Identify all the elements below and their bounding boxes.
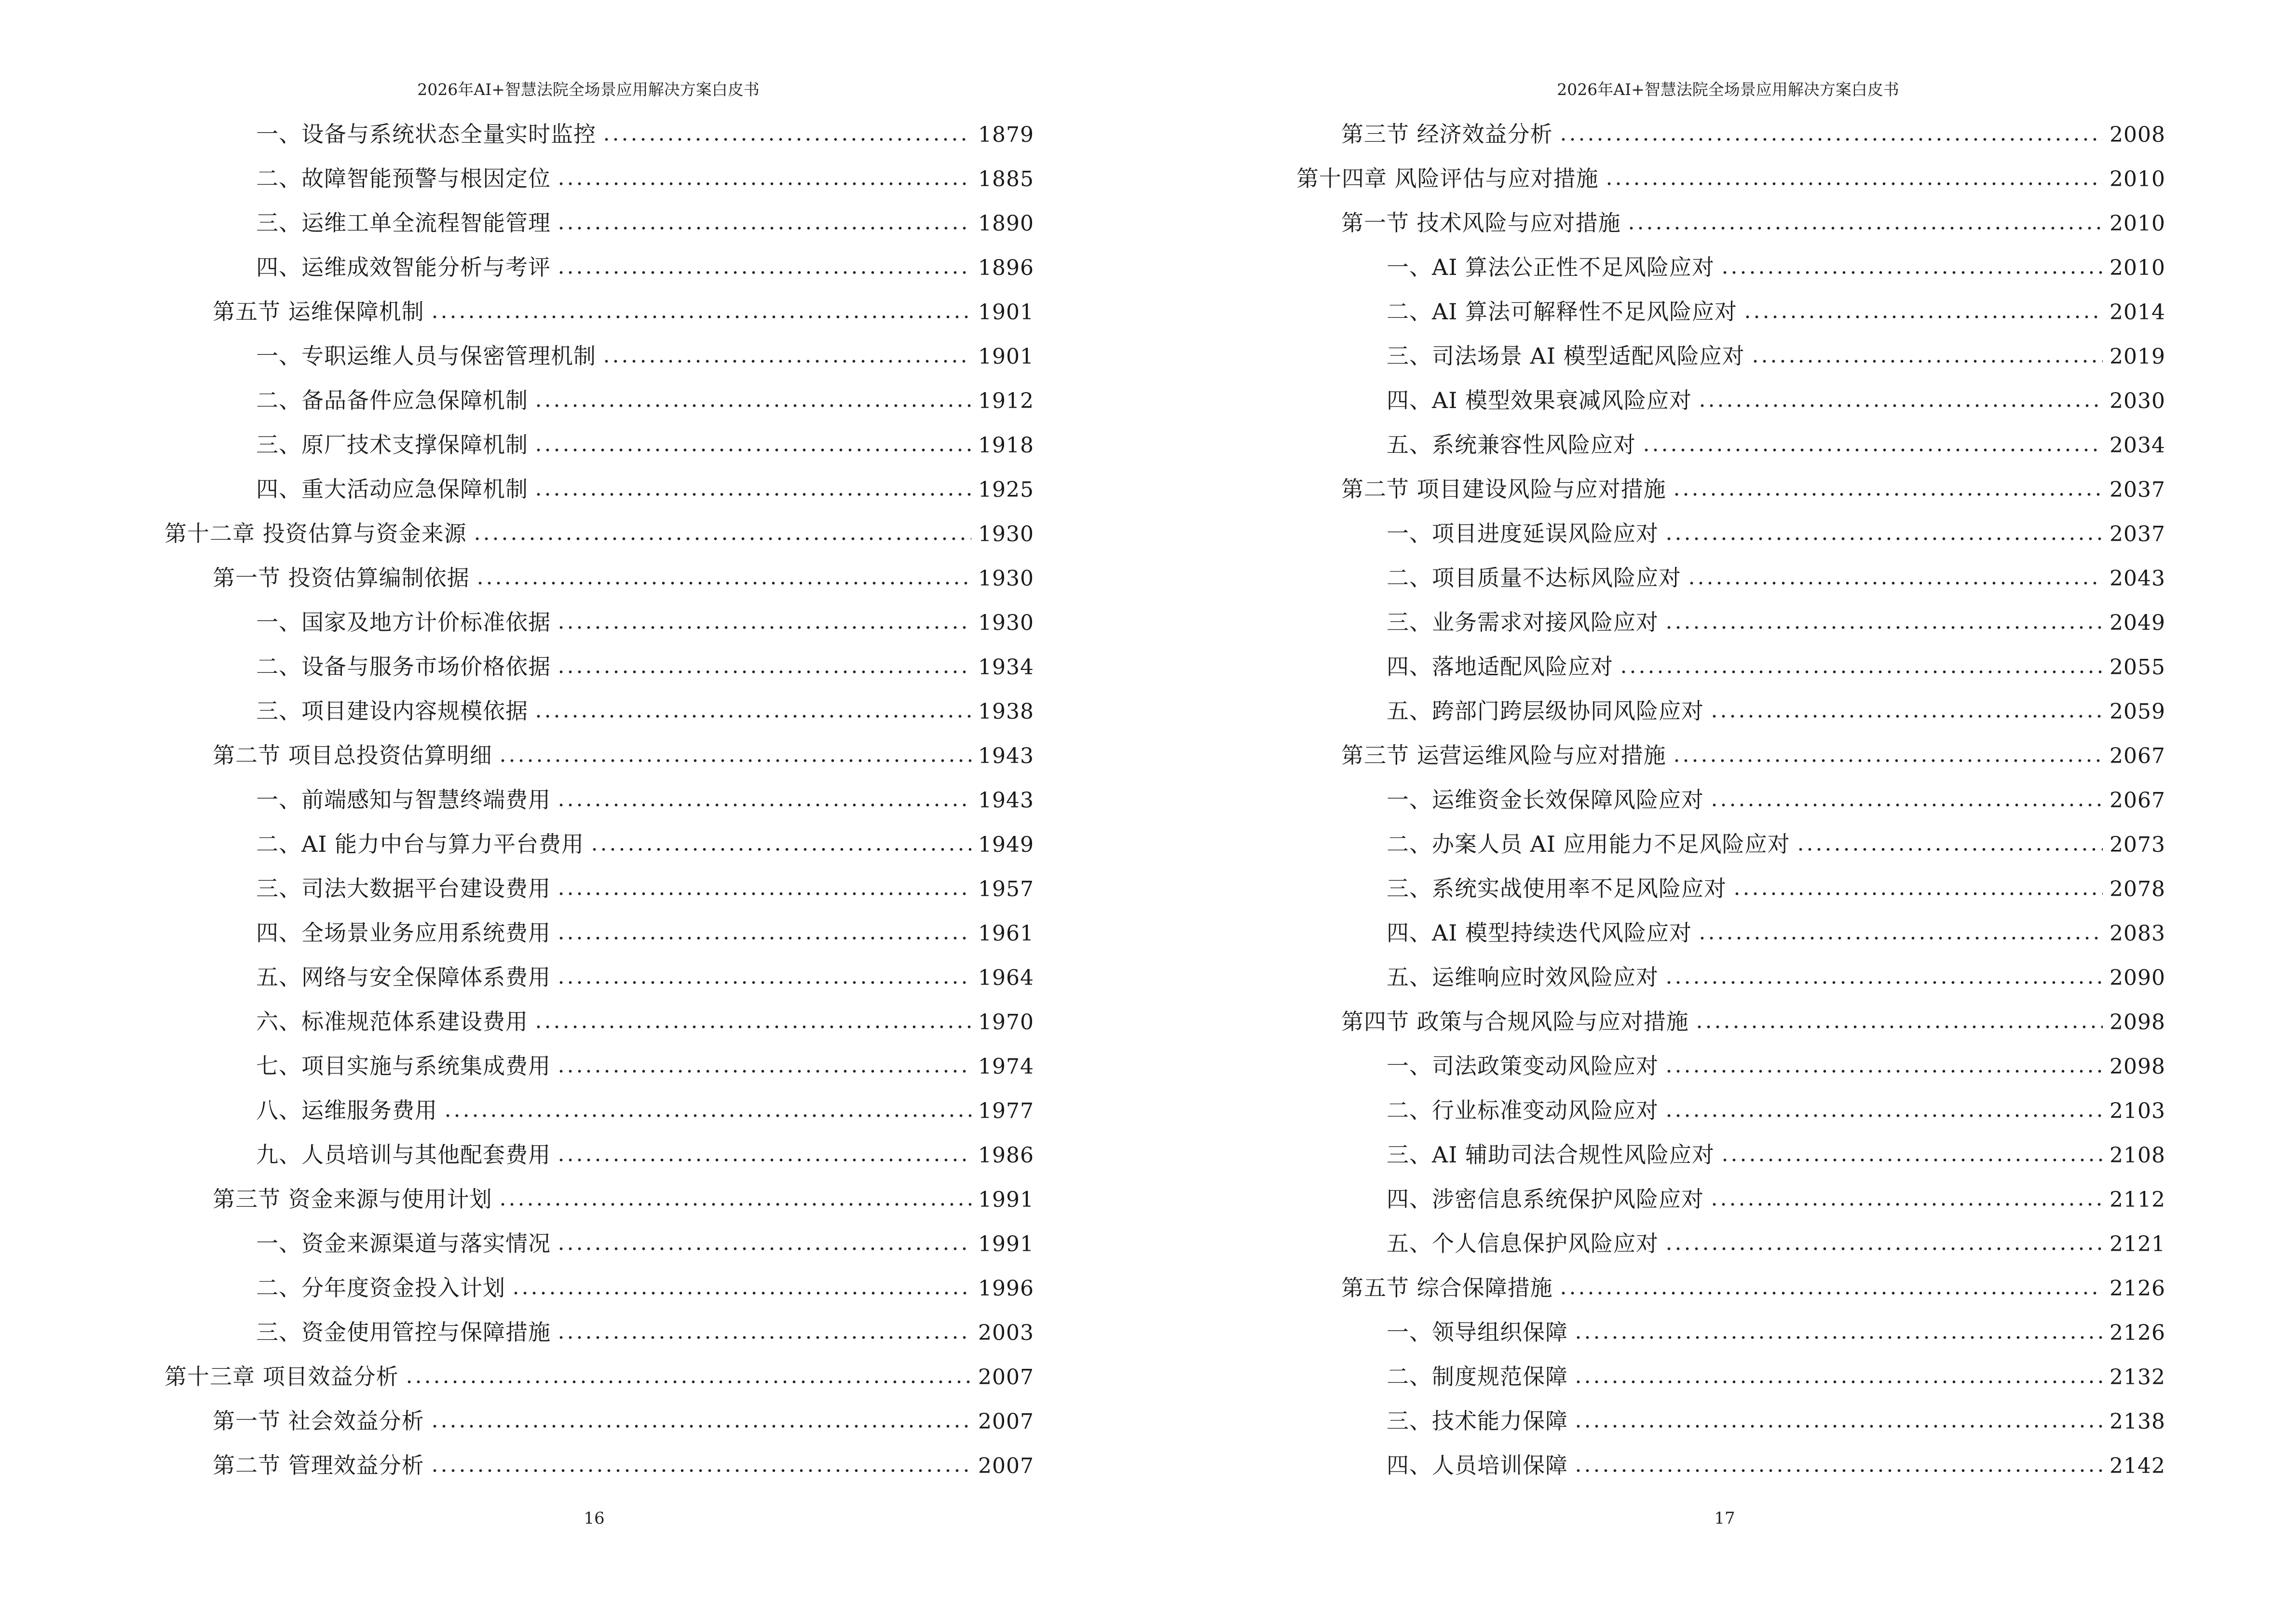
toc-entry-title: 七、项目实施与系统集成费用 [256, 1053, 551, 1079]
running-header: 2026年AI+智慧法院全场景应用解决方案白皮书 [417, 80, 760, 99]
dot-leader [534, 715, 971, 718]
dot-leader [1664, 1070, 2103, 1073]
toc-entry-title: 一、领导组织保障 [1387, 1319, 1568, 1345]
dot-leader [1710, 1203, 2103, 1206]
toc-entry-page-number: 1930 [978, 522, 1034, 546]
dot-leader [1664, 1247, 2103, 1250]
toc-entry-page-number: 2112 [2110, 1187, 2165, 1212]
toc-entry-page-number: 1964 [978, 966, 1034, 990]
toc-entry-page-number: 1912 [978, 389, 1034, 413]
page-number: 16 [584, 1509, 605, 1528]
toc-entry-title: 第一节 投资估算编制依据 [213, 565, 470, 591]
dot-leader [557, 626, 971, 629]
toc-section-entry[interactable] [0, 1185, 1034, 1229]
dot-leader [1619, 670, 2103, 673]
toc-entry-title: 第二节 项目总投资估算明细 [213, 742, 492, 768]
toc-subsection-entry[interactable] [1144, 652, 2165, 696]
dot-leader [557, 1247, 971, 1250]
toc-entry-title: 四、落地适配风险应对 [1387, 654, 1613, 680]
toc-subsection-entry[interactable] [1144, 1318, 2165, 1362]
toc-subsection-entry[interactable] [0, 430, 1034, 475]
toc-subsection-entry[interactable] [1144, 608, 2165, 652]
dot-leader [1559, 138, 2103, 141]
toc-section-entry[interactable] [1144, 475, 2165, 519]
toc-entry-page-number: 2010 [2110, 256, 2165, 280]
toc-entry-title: 三、资金使用管控与保障措施 [256, 1319, 551, 1345]
dot-leader [557, 804, 971, 806]
toc-entry-page-number: 1991 [978, 1187, 1034, 1212]
dot-leader [498, 759, 971, 762]
toc-entry-title: 一、资金来源渠道与落实情况 [256, 1230, 551, 1256]
toc-entry-title: 一、司法政策变动风险应对 [1387, 1053, 1659, 1079]
dot-leader [557, 981, 971, 984]
dot-leader [557, 1070, 971, 1073]
toc-chapter-entry[interactable] [0, 1362, 1034, 1406]
dot-leader [1605, 182, 2103, 185]
toc-entry-title: 六、标准规范体系建设费用 [256, 1009, 528, 1035]
toc-entry-page-number: 2067 [2110, 788, 2165, 813]
toc-entry-title: 五、网络与安全保障体系费用 [256, 964, 551, 990]
dot-leader [430, 315, 971, 318]
toc-subsection-entry[interactable] [1144, 563, 2165, 608]
toc-entry-page-number: 1890 [978, 211, 1034, 236]
dot-leader [1672, 493, 2103, 496]
toc-entry-page-number: 2055 [2110, 655, 2165, 680]
toc-subsection-entry[interactable] [0, 1096, 1034, 1140]
right-page [1144, 0, 2287, 1624]
dot-leader [534, 449, 971, 451]
dot-leader [1627, 227, 2103, 230]
toc-entry-page-number: 2103 [2110, 1099, 2165, 1123]
toc-section-entry[interactable] [0, 297, 1034, 341]
toc-entry-page-number: 2126 [2110, 1276, 2165, 1301]
toc-entry-title: 二、项目质量不达标风险应对 [1387, 565, 1681, 591]
toc-entry-page-number: 2034 [2110, 433, 2165, 458]
toc-entry-page-number: 2121 [2110, 1232, 2165, 1256]
dot-leader [1574, 1425, 2103, 1428]
dot-leader [557, 892, 971, 895]
toc-subsection-entry[interactable] [1144, 386, 2165, 430]
toc-entry-title: 二、故障智能预警与根因定位 [256, 165, 551, 191]
toc-chapter-entry[interactable] [1144, 164, 2165, 208]
toc-entry-title: 二、分年度资金投入计划 [256, 1275, 505, 1301]
toc-entry-title: 二、AI 算法可解释性不足风险应对 [1387, 299, 1738, 325]
toc-section-entry[interactable] [0, 1406, 1034, 1451]
toc-entry-page-number: 1943 [978, 744, 1034, 768]
toc-entry-title: 三、项目建设内容规模依据 [256, 698, 528, 724]
toc-entry-title: 四、AI 模型持续迭代风险应对 [1387, 920, 1692, 946]
toc-entry-page-number: 2007 [978, 1409, 1034, 1434]
toc-entry-title: 二、备品备件应急保障机制 [256, 387, 528, 413]
toc-subsection-entry[interactable] [0, 386, 1034, 430]
toc-entry-page-number: 1961 [978, 921, 1034, 946]
toc-subsection-entry[interactable] [1144, 519, 2165, 563]
toc-subsection-entry[interactable] [0, 253, 1034, 297]
dot-leader [1710, 715, 2103, 718]
toc-entry-title: 二、行业标准变动风险应对 [1387, 1097, 1659, 1123]
toc-entry-title: 二、制度规范保障 [1387, 1364, 1568, 1390]
toc-entry-title: 第十二章 投资估算与资金来源 [164, 520, 467, 546]
dot-leader [602, 360, 971, 363]
dot-leader [1687, 582, 2103, 585]
toc-entry-title: 二、办案人员 AI 应用能力不足风险应对 [1387, 831, 1790, 857]
toc-subsection-entry[interactable] [1144, 963, 2165, 1007]
dot-leader [1710, 804, 2103, 806]
dot-leader [1732, 892, 2103, 895]
toc-section-entry[interactable] [0, 741, 1034, 785]
dot-leader [430, 1425, 971, 1428]
toc-entry-title: 第二节 管理效益分析 [213, 1452, 424, 1478]
toc-entry-page-number: 2007 [978, 1365, 1034, 1390]
toc-section-entry[interactable] [0, 1451, 1034, 1495]
toc-entry-page-number: 1974 [978, 1054, 1034, 1079]
toc-subsection-entry[interactable] [0, 918, 1034, 963]
toc-subsection-entry[interactable] [1144, 1140, 2165, 1185]
toc-entry-page-number: 2142 [2110, 1454, 2165, 1478]
toc-entry-page-number: 2010 [2110, 211, 2165, 236]
toc-subsection-entry[interactable] [1144, 341, 2165, 386]
toc-entry-page-number: 2098 [2110, 1010, 2165, 1035]
toc-entry-title: 第一节 社会效益分析 [213, 1408, 424, 1434]
toc-entry-page-number: 2108 [2110, 1143, 2165, 1168]
dot-leader [1743, 315, 2103, 318]
toc-subsection-entry[interactable] [0, 874, 1034, 918]
toc-subsection-entry[interactable] [0, 608, 1034, 652]
toc-entry-title: 第五节 综合保障措施 [1341, 1275, 1553, 1301]
table-of-contents [0, 120, 1034, 1495]
toc-entry-title: 第十四章 风险评估与应对措施 [1296, 165, 1599, 191]
toc-section-entry[interactable] [1144, 208, 2165, 253]
toc-entry-page-number: 1901 [978, 344, 1034, 369]
dot-leader [473, 537, 971, 540]
toc-entry-page-number: 1977 [978, 1099, 1034, 1123]
toc-entry-page-number: 1930 [978, 611, 1034, 635]
dot-leader [557, 182, 971, 185]
toc-subsection-entry[interactable] [0, 164, 1034, 208]
toc-entry-page-number: 2008 [2110, 123, 2165, 147]
toc-subsection-entry[interactable] [1144, 696, 2165, 741]
dot-leader [443, 1114, 971, 1117]
dot-leader [1574, 1336, 2103, 1339]
toc-subsection-entry[interactable] [0, 1273, 1034, 1318]
toc-entry-page-number: 1996 [978, 1276, 1034, 1301]
toc-entry-page-number: 1896 [978, 256, 1034, 280]
toc-entry-title: 五、系统兼容性风险应对 [1387, 432, 1636, 458]
toc-entry-title: 五、运维响应时效风险应对 [1387, 964, 1659, 990]
toc-entry-title: 一、专职运维人员与保密管理机制 [256, 343, 596, 369]
dot-leader [557, 1159, 971, 1161]
toc-entry-page-number: 2019 [2110, 344, 2165, 369]
toc-subsection-entry[interactable] [1144, 1051, 2165, 1096]
toc-entry-title: 九、人员培训与其他配套费用 [256, 1142, 551, 1168]
toc-entry-title: 二、AI 能力中台与算力平台费用 [256, 831, 585, 857]
dot-leader [557, 1336, 971, 1339]
dot-leader [590, 848, 971, 851]
toc-entry-page-number: 2083 [2110, 921, 2165, 946]
toc-subsection-entry[interactable] [1144, 253, 2165, 297]
toc-entry-title: 四、AI 模型效果衰减风险应对 [1387, 387, 1692, 413]
toc-entry-title: 第十三章 项目效益分析 [164, 1364, 399, 1390]
toc-entry-page-number: 2003 [978, 1321, 1034, 1345]
toc-subsection-entry[interactable] [0, 1051, 1034, 1096]
dot-leader [557, 937, 971, 940]
dot-leader [1664, 1114, 2103, 1117]
dot-leader [534, 1025, 971, 1028]
toc-subsection-entry[interactable] [0, 785, 1034, 830]
dot-leader [1664, 626, 2103, 629]
toc-subsection-entry[interactable] [0, 1140, 1034, 1185]
toc-section-entry[interactable] [1144, 1007, 2165, 1051]
toc-entry-page-number: 1901 [978, 300, 1034, 325]
toc-entry-page-number: 1885 [978, 167, 1034, 191]
toc-entry-page-number: 1925 [978, 478, 1034, 502]
toc-entry-page-number: 2090 [2110, 966, 2165, 990]
toc-subsection-entry[interactable] [1144, 430, 2165, 475]
toc-entry-page-number: 2037 [2110, 522, 2165, 546]
dot-leader [1642, 449, 2103, 451]
toc-section-entry[interactable] [1144, 1273, 2165, 1318]
dot-leader [534, 404, 971, 407]
toc-entry-title: 一、设备与系统状态全量实时监控 [256, 121, 596, 147]
dot-leader [1559, 1292, 2103, 1295]
toc-subsection-entry[interactable] [0, 830, 1034, 874]
toc-entry-title: 第三节 运营运维风险与应对措施 [1341, 742, 1666, 768]
toc-entry-page-number: 2059 [2110, 699, 2165, 724]
toc-subsection-entry[interactable] [1144, 874, 2165, 918]
toc-entry-title: 四、全场景业务应用系统费用 [256, 920, 551, 946]
toc-entry-page-number: 1949 [978, 832, 1034, 857]
toc-subsection-entry[interactable] [0, 475, 1034, 519]
toc-subsection-entry[interactable] [0, 1007, 1034, 1051]
toc-entry-page-number: 1934 [978, 655, 1034, 680]
dot-leader [405, 1380, 971, 1383]
toc-subsection-entry[interactable] [0, 1229, 1034, 1273]
toc-section-entry[interactable] [1144, 741, 2165, 785]
toc-entry-page-number: 2073 [2110, 832, 2165, 857]
toc-section-entry[interactable] [1144, 120, 2165, 164]
toc-entry-page-number: 2049 [2110, 611, 2165, 635]
toc-subsection-entry[interactable] [1144, 1229, 2165, 1273]
toc-section-entry[interactable] [0, 563, 1034, 608]
toc-subsection-entry[interactable] [1144, 830, 2165, 874]
toc-entry-title: 三、司法大数据平台建设费用 [256, 875, 551, 901]
toc-entry-page-number: 2010 [2110, 167, 2165, 191]
toc-entry-title: 一、前端感知与智慧终端费用 [256, 787, 551, 813]
toc-entry-title: 八、运维服务费用 [256, 1097, 437, 1123]
toc-entry-page-number: 2067 [2110, 744, 2165, 768]
dot-leader [1664, 981, 2103, 984]
toc-entry-title: 三、AI 辅助司法合规性风险应对 [1387, 1142, 1715, 1168]
toc-entry-page-number: 1930 [978, 566, 1034, 591]
toc-entry-page-number: 1986 [978, 1143, 1034, 1168]
toc-subsection-entry[interactable] [1144, 1362, 2165, 1406]
toc-subsection-entry[interactable] [0, 652, 1034, 696]
toc-entry-page-number: 1938 [978, 699, 1034, 724]
table-of-contents [1144, 120, 2165, 1495]
dot-leader [1796, 848, 2103, 851]
toc-entry-title: 三、业务需求对接风险应对 [1387, 609, 1659, 635]
dot-leader [498, 1203, 971, 1206]
toc-entry-title: 三、司法场景 AI 模型适配风险应对 [1387, 343, 1745, 369]
toc-entry-page-number: 1970 [978, 1010, 1034, 1035]
dot-leader [1751, 360, 2103, 363]
dot-leader [1574, 1380, 2103, 1383]
toc-entry-page-number: 2014 [2110, 300, 2165, 325]
toc-entry-page-number: 2037 [2110, 478, 2165, 502]
toc-entry-title: 四、人员培训保障 [1387, 1452, 1568, 1478]
page-number: 17 [1714, 1509, 1735, 1528]
toc-entry-page-number: 1957 [978, 877, 1034, 901]
toc-subsection-entry[interactable] [1144, 1451, 2165, 1495]
toc-subsection-entry[interactable] [0, 120, 1034, 164]
toc-entry-title: 一、项目进度延误风险应对 [1387, 520, 1659, 546]
dot-leader [1574, 1469, 2103, 1472]
toc-entry-title: 一、AI 算法公正性不足风险应对 [1387, 254, 1715, 280]
dot-leader [557, 227, 971, 230]
running-header: 2026年AI+智慧法院全场景应用解决方案白皮书 [1557, 80, 1899, 99]
toc-entry-page-number: 1879 [978, 123, 1034, 147]
toc-subsection-entry[interactable] [0, 208, 1034, 253]
toc-subsection-entry[interactable] [0, 1318, 1034, 1362]
toc-entry-title: 二、设备与服务市场价格依据 [256, 654, 551, 680]
toc-entry-title: 三、运维工单全流程智能管理 [256, 210, 551, 236]
toc-entry-title: 第五节 运维保障机制 [213, 299, 424, 325]
toc-entry-page-number: 2098 [2110, 1054, 2165, 1079]
toc-entry-page-number: 2126 [2110, 1321, 2165, 1345]
dot-leader [1698, 404, 2103, 407]
toc-entry-page-number: 2030 [2110, 389, 2165, 413]
toc-subsection-entry[interactable] [1144, 785, 2165, 830]
toc-subsection-entry[interactable] [1144, 1096, 2165, 1140]
toc-subsection-entry[interactable] [0, 963, 1034, 1007]
dot-leader [1672, 759, 2103, 762]
toc-subsection-entry[interactable] [1144, 1185, 2165, 1229]
toc-entry-title: 第四节 政策与合规风险与应对措施 [1341, 1009, 1689, 1035]
dot-leader [557, 670, 971, 673]
dot-leader [511, 1292, 971, 1295]
toc-entry-page-number: 1991 [978, 1232, 1034, 1256]
toc-subsection-entry[interactable] [1144, 918, 2165, 963]
toc-subsection-entry[interactable] [0, 696, 1034, 741]
toc-entry-title: 五、跨部门跨层级协同风险应对 [1387, 698, 1704, 724]
toc-subsection-entry[interactable] [1144, 297, 2165, 341]
dot-leader [557, 271, 971, 274]
toc-entry-page-number: 1918 [978, 433, 1034, 458]
toc-entry-title: 四、重大活动应急保障机制 [256, 476, 528, 502]
toc-entry-page-number: 2007 [978, 1454, 1034, 1478]
toc-entry-title: 五、个人信息保护风险应对 [1387, 1230, 1659, 1256]
toc-entry-title: 三、系统实战使用率不足风险应对 [1387, 875, 1727, 901]
toc-entry-title: 第一节 技术风险与应对措施 [1341, 210, 1621, 236]
dot-leader [534, 493, 971, 496]
dot-leader [1698, 937, 2103, 940]
toc-entry-title: 第三节 资金来源与使用计划 [213, 1186, 492, 1212]
toc-chapter-entry[interactable] [0, 519, 1034, 563]
toc-entry-title: 第三节 经济效益分析 [1341, 121, 1553, 147]
dot-leader [602, 138, 971, 141]
toc-entry-title: 四、运维成效智能分析与考评 [256, 254, 551, 280]
toc-entry-page-number: 1943 [978, 788, 1034, 813]
dot-leader [1720, 1159, 2103, 1161]
dot-leader [476, 582, 971, 585]
toc-entry-title: 三、技术能力保障 [1387, 1408, 1568, 1434]
dot-leader [430, 1469, 971, 1472]
toc-entry-page-number: 2132 [2110, 1365, 2165, 1390]
dot-leader [1720, 271, 2103, 274]
toc-entry-title: 一、国家及地方计价标准依据 [256, 609, 551, 635]
toc-entry-page-number: 2043 [2110, 566, 2165, 591]
toc-subsection-entry[interactable] [0, 341, 1034, 386]
dot-leader [1695, 1025, 2103, 1028]
toc-entry-page-number: 2138 [2110, 1409, 2165, 1434]
toc-subsection-entry[interactable] [1144, 1406, 2165, 1451]
dot-leader [1664, 537, 2103, 540]
toc-entry-title: 三、原厂技术支撑保障机制 [256, 432, 528, 458]
toc-entry-title: 四、涉密信息系统保护风险应对 [1387, 1186, 1704, 1212]
toc-entry-page-number: 2078 [2110, 877, 2165, 901]
toc-entry-title: 第二节 项目建设风险与应对措施 [1341, 476, 1666, 502]
toc-entry-title: 一、运维资金长效保障风险应对 [1387, 787, 1704, 813]
